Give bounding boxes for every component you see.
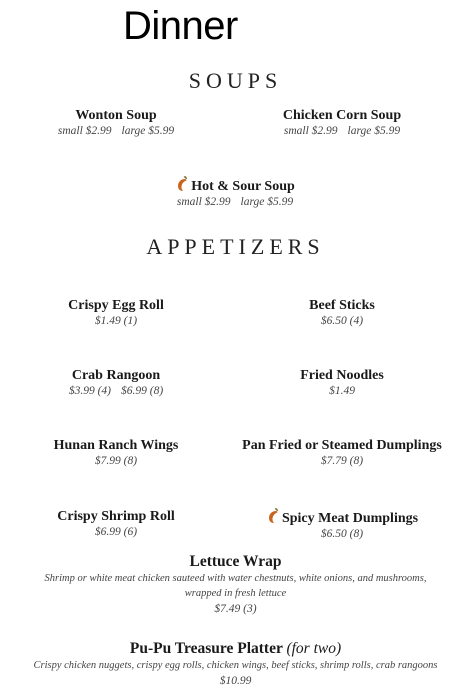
item-serving-note: (for two): [286, 640, 342, 657]
item-name-row: [244, 508, 440, 527]
item-name: Crispy Shrimp Roll: [57, 509, 175, 524]
item-price: [234, 454, 450, 469]
section-heading-appetizers: APPETIZERS: [146, 234, 325, 259]
price-small: small $2.99: [176, 196, 231, 208]
price: $1.49 (1): [94, 315, 138, 327]
menu-item-fried-noodles: [266, 367, 418, 399]
menu-item-wonton-soup: [40, 107, 192, 139]
price: $6.99 (6): [94, 526, 138, 538]
menu-item-beef-sticks: [266, 297, 418, 329]
price-large: large $5.99: [240, 196, 294, 208]
price-small: small $2.99: [283, 125, 338, 137]
item-name-row: [0, 639, 471, 658]
price: $6.50 (8): [320, 528, 364, 540]
item-price: [40, 384, 192, 399]
chili-pepper-icon: [175, 176, 189, 192]
item-name: Hunan Ranch Wings: [53, 438, 179, 453]
item-description-line-2: wrapped in fresh lettuce: [184, 588, 287, 599]
menu-item-spicy-meat-dumplings: [244, 508, 440, 542]
item-price: [140, 195, 330, 210]
menu-item-crispy-egg-roll: [40, 297, 192, 329]
item-name: Crab Rangoon: [71, 368, 161, 383]
item-name: Crispy Egg Roll: [68, 298, 164, 313]
item-name: Wonton Soup: [75, 108, 157, 123]
chili-pepper-icon: [266, 508, 280, 524]
item-price: [40, 124, 192, 139]
price-small: $3.99 (4): [68, 385, 111, 397]
item-price: $7.49 (3): [214, 603, 257, 615]
menu-item-pan-fried-steamed-dumplings: [234, 437, 450, 469]
menu-item-pu-pu-treasure-platter: [0, 639, 471, 689]
menu-item-crab-rangoon: [40, 367, 192, 399]
menu-item-hunan-ranch-wings: [40, 437, 192, 469]
menu-item-lettuce-wrap: [0, 552, 471, 617]
price-large: large $5.99: [347, 125, 401, 137]
item-name: Hot & Sour Soup: [191, 179, 295, 194]
price-small: small $2.99: [57, 125, 112, 137]
menu-item-chicken-corn-soup: [262, 107, 422, 139]
menu-item-crispy-shrimp-roll: [40, 508, 192, 540]
item-price: [40, 454, 192, 469]
price-large: $6.99 (8): [121, 385, 164, 397]
item-description: Crispy chicken nuggets, crispy egg rolls, chicken wings, beef sticks, shrimp rolls, crab rangoons: [33, 660, 438, 671]
item-name: Fried Noodles: [300, 368, 384, 383]
menu-item-hot-sour-soup: [140, 176, 330, 210]
item-name: Lettuce Wrap: [189, 553, 282, 570]
item-description-line-1: Shrimp or white meat chicken sauteed with water chestnuts, white onions, and mushrooms,: [44, 573, 427, 584]
item-name: Beef Sticks: [309, 298, 375, 313]
item-price: [244, 527, 440, 542]
item-price: [40, 525, 192, 540]
price: $1.49: [329, 385, 355, 397]
item-price: [262, 124, 422, 139]
price: $6.50 (4): [320, 315, 364, 327]
price: $7.99 (8): [94, 455, 138, 467]
item-price: [266, 384, 418, 399]
item-name: Pan Fried or Steamed Dumplings: [242, 438, 442, 453]
price-large: large $5.99: [121, 125, 175, 137]
page-title: Dinner: [123, 4, 238, 48]
item-name: Pu-Pu Treasure Platter: [129, 640, 283, 657]
item-price: [40, 314, 192, 329]
item-name: Spicy Meat Dumplings: [281, 511, 419, 526]
section-heading-soups: SOUPS: [188, 68, 283, 93]
item-price: $10.99: [219, 675, 252, 687]
price: $7.79 (8): [320, 455, 364, 467]
item-name: Chicken Corn Soup: [282, 108, 402, 123]
item-price: [266, 314, 418, 329]
item-name-row: [140, 176, 330, 195]
